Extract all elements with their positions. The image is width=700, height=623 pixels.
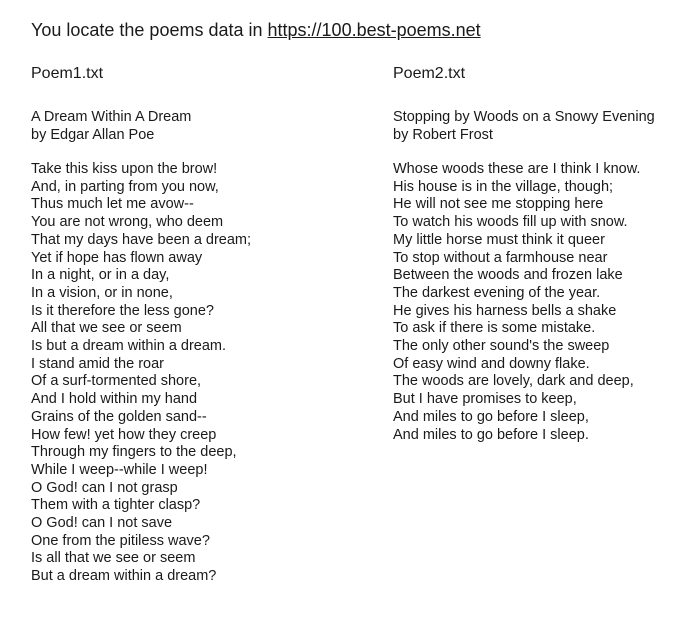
poem-line: He gives his harness bells a shake <box>393 302 617 319</box>
poem-line: That my days have been a dream; <box>31 231 252 248</box>
poems-source-link[interactable]: https://100.best-poems.net <box>267 20 481 40</box>
poem-line: Through my fingers to the deep, <box>31 444 237 461</box>
poem-line: Yet if hope has flown away <box>31 249 203 266</box>
poem-1-filename: Poem1.txt <box>31 65 104 82</box>
poem-line: You are not wrong, who deem <box>31 214 224 231</box>
poem-line: Between the woods and frozen lake <box>393 267 623 284</box>
poem-line: All that we see or seem <box>31 320 182 337</box>
poem-1-author: by Edgar Allan Poe <box>31 126 155 143</box>
poem-line: But a dream within a dream? <box>31 568 217 585</box>
poem-line: The only other sound's the sweep <box>393 338 610 355</box>
poem-line: Of a surf-tormented shore, <box>31 373 202 390</box>
poem-line: Grains of the golden sand-- <box>31 408 207 425</box>
poem-line: Thus much let me avow-- <box>31 196 194 213</box>
poem-2-title: Stopping by Woods on a Snowy Evening <box>393 109 655 125</box>
poem-line: O God! can I not grasp <box>31 479 178 496</box>
poem-line: To stop without a farmhouse near <box>393 249 608 266</box>
poem-1-lines <box>31 161 361 586</box>
poem-line: To watch his woods fill up with snow. <box>393 214 628 231</box>
poem-2-title-block <box>393 109 698 144</box>
poem-line: And miles to go before I sleep, <box>393 408 589 425</box>
poem-line: And miles to go before I sleep. <box>393 426 589 443</box>
poem-2-lines <box>393 161 698 444</box>
poem-line: Is but a dream within a dream. <box>31 338 227 355</box>
poem-line: How few! yet how they creep <box>31 426 217 443</box>
poem-line: And I hold within my hand <box>31 391 198 408</box>
poem-1-title-block <box>31 109 361 144</box>
poem-line: Is it therefore the less gone? <box>31 302 214 319</box>
instruction-header <box>31 19 481 41</box>
poem-line: While I weep--while I weep! <box>31 461 208 478</box>
poem-line: And, in parting from you now, <box>31 178 219 195</box>
poem-1-column <box>31 64 361 586</box>
poem-line: Whose woods these are I think I know. <box>393 161 641 177</box>
poem-line: The darkest evening of the year. <box>393 284 601 301</box>
poem-line: His house is in the village, though; <box>393 178 614 195</box>
instruction-text: You locate the poems data in <box>31 20 268 40</box>
poem-line: O God! can I not save <box>31 515 173 532</box>
poem-line: Take this kiss upon the brow! <box>31 161 218 177</box>
poem-line: To ask if there is some mistake. <box>393 320 596 337</box>
poem-line: In a vision, or in none, <box>31 284 173 301</box>
poem-line: Of easy wind and downy flake. <box>393 355 590 372</box>
poem-line: The woods are lovely, dark and deep, <box>393 373 634 390</box>
poem-1-title: A Dream Within A Dream <box>31 109 192 125</box>
poem-line: My little horse must think it queer <box>393 231 605 248</box>
poem-line: Is all that we see or seem <box>31 550 196 567</box>
poem-line: He will not see me stopping here <box>393 196 604 213</box>
poem-line: I stand amid the roar <box>31 355 164 372</box>
poem-2-filename: Poem2.txt <box>393 65 466 82</box>
poem-line: Them with a tighter clasp? <box>31 497 201 514</box>
poem-line: One from the pitiless wave? <box>31 532 210 549</box>
poem-2-column <box>393 64 698 444</box>
poem-line: But I have promises to keep, <box>393 391 577 408</box>
poem-2-author: by Robert Frost <box>393 126 493 143</box>
poem-line: In a night, or in a day, <box>31 267 170 284</box>
